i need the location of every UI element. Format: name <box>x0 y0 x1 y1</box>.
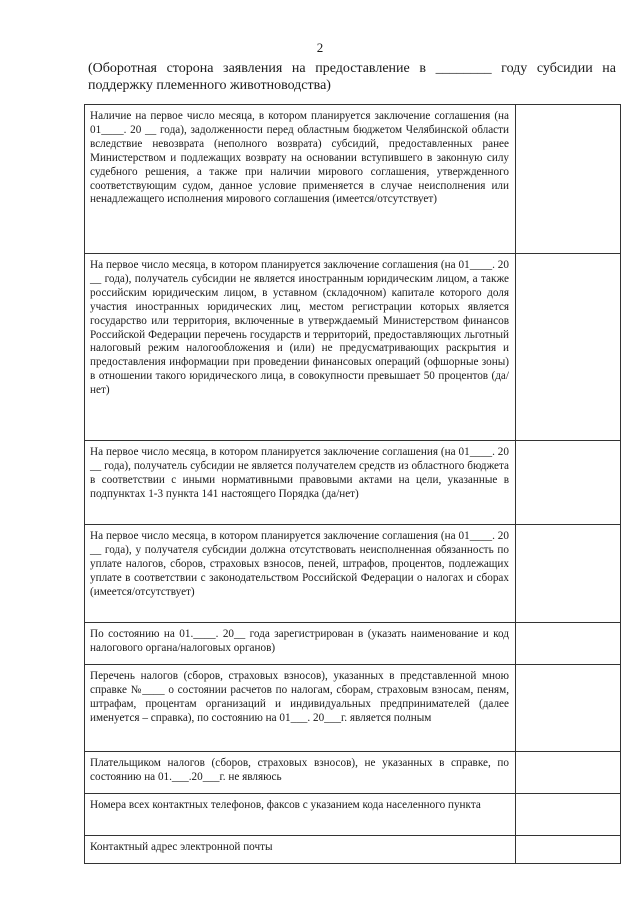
answer-cell[interactable] <box>516 665 621 752</box>
table-row <box>85 525 621 623</box>
question-cell: Контактный адрес электронной почты <box>85 836 516 864</box>
table-row <box>85 794 621 836</box>
table-row <box>85 752 621 794</box>
answer-cell[interactable] <box>516 254 621 441</box>
table-row <box>85 623 621 665</box>
table-row <box>85 105 621 254</box>
table-row <box>85 441 621 525</box>
table-row <box>85 665 621 752</box>
answer-cell[interactable] <box>516 623 621 665</box>
answer-cell[interactable] <box>516 794 621 836</box>
question-cell: По состоянию на 01.____. 20__ года зарегистрирован в (указать наименование и код налогового органа/налоговых органов) <box>85 623 516 665</box>
answer-cell[interactable] <box>516 525 621 623</box>
table-row <box>85 836 621 864</box>
question-cell: Наличие на первое число месяца, в котором планируется заключение соглашения (на 01____. 20 __ года), задолженности перед областным бюджетом Челябинской области вследствие невозврата (неполного возврата) субсидий, предоставленных ранее Министерством и подлежащих возврату на основании вступившего в законную силу судебного решения, а также при наличии мирового соглашения, утвержденного соответствующим судом, данное условие применяется в случае неисполнения или ненадлежащего исполнения мирового соглашения (имеется/отсутствует) <box>85 105 516 254</box>
answer-cell[interactable] <box>516 836 621 864</box>
table-row <box>85 254 621 441</box>
question-cell: На первое число месяца, в котором планируется заключение соглашения (на 01____. 20 __ года), получатель субсидии не является получателем средств из областного бюджета в соответствии с иными нормативными правовыми актами на цели, указанные в подпунктах 1-3 пункта 141 настоящего Порядка (да/нет) <box>85 441 516 525</box>
question-cell: На первое число месяца, в котором планируется заключение соглашения (на 01____. 20 __ года), получатель субсидии не является иностранным юридическим лицом, а также российским юридическим лицом, в уставном (складочном) капитале которого доля участия иностранных юридических лиц, местом регистрации которых является государство или территория, включенные в утверждаемый Министерством финансов Российской Федерации перечень государств и территорий, предоставляющих льготный налоговый режим налогообложения и (или) не предусматривающих раскрытия и предоставления информации при проведении финансовых операций (офшорные зоны) в отношении такого юридического лица, в совокупности превышает 50 процентов (да/нет) <box>85 254 516 441</box>
application-form-table <box>84 104 621 864</box>
question-cell: На первое число месяца, в котором планируется заключение соглашения (на 01____. 20 __ года), у получателя субсидии должна отсутствовать неисполненная обязанность по уплате налогов, сборов, страховых взносов, пеней, штрафов, процентов, подлежащих уплате в соответствии с законодательством Российской Федерации о налогах и сборах (имеется/отсутствует) <box>85 525 516 623</box>
answer-cell[interactable] <box>516 105 621 254</box>
question-cell: Номера всех контактных телефонов, факсов с указанием кода населенного пункта <box>85 794 516 836</box>
answer-cell[interactable] <box>516 441 621 525</box>
question-cell: Плательщиком налогов (сборов, страховых взносов), не указанных в справке, по состоянию на 01.___.20___г. не являюсь <box>85 752 516 794</box>
question-cell: Перечень налогов (сборов, страховых взносов), указанных в представленной мною справке №____ о состоянии расчетов по налогам, сборам, страховым взносам, пеням, штрафам, процентам организаций и индивидуальных предпринимателей (далее именуется – справка), по состоянию на 01___. 20___г. является полным <box>85 665 516 752</box>
answer-cell[interactable] <box>516 752 621 794</box>
form-subtitle: (Оборотная сторона заявления на предоставление в ________ году субсидии на поддержку племенного животноводства) <box>88 61 616 93</box>
page-number: 2 <box>316 40 324 55</box>
